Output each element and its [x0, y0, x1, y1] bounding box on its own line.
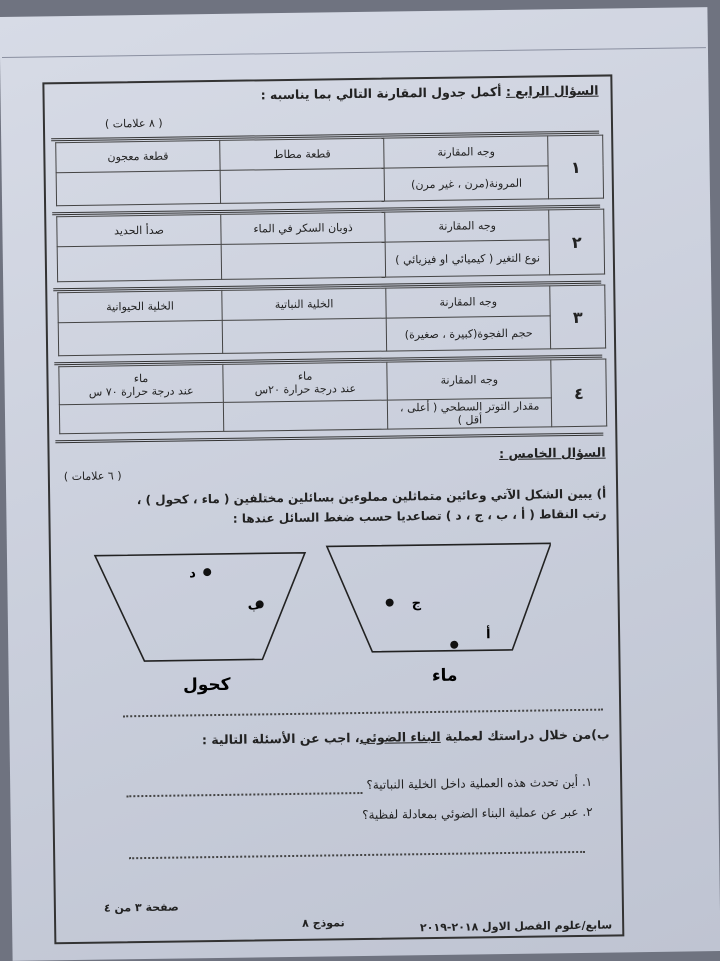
point-a-dot — [450, 641, 458, 649]
item-2: قطعة معجون — [56, 140, 221, 172]
point-a-label: أ — [486, 627, 491, 643]
item-2-substance: ماء — [133, 371, 149, 385]
water-vessel — [327, 543, 552, 652]
row-number: ٢ — [549, 209, 605, 275]
q5b-question-1 — [292, 775, 592, 793]
alcohol-label: كحول — [182, 674, 231, 696]
row-number: ٣ — [550, 285, 606, 349]
item-2 — [59, 364, 224, 404]
item-1: قطعة مطاط — [220, 138, 384, 170]
item-2-condition: عند درجة حرارة ٧٠ س — [88, 383, 194, 399]
q5a-letter: أ) — [596, 486, 607, 501]
alcohol-vessel — [95, 553, 306, 662]
answer-cell-2[interactable] — [58, 320, 223, 355]
answer-cell-1[interactable] — [222, 318, 387, 353]
q5b-key-term: البناء الضوئي — [359, 728, 441, 746]
answer-cell-1[interactable] — [223, 400, 387, 431]
exam-paper — [0, 7, 720, 961]
answer-cell-2[interactable] — [59, 402, 224, 433]
q4-instruction: أكمل جدول المقارنة التالي بما يناسبه : — [260, 83, 502, 103]
q5b-text-after: ، اجب عن الأسئلة التالية : — [201, 730, 360, 748]
item-1-substance: ماء — [297, 369, 313, 383]
answer-line-q5b-2[interactable] — [129, 851, 585, 859]
aspect-text: حجم الفجوة(كبيرة ، صغيرة) — [386, 316, 551, 351]
comparison-row-1 — [55, 135, 604, 207]
point-b-label: ب — [247, 598, 261, 614]
q5a-line-2: رتب النقاط ( أ ، ب ، ج ، د ) تصاعديا حسب ضغط السائل عندها : — [232, 506, 607, 526]
q5a-text-1: يبين الشكل الآتي وعائين متماثلين مملوءين بسائلين مختلفين ( ماء ، كحول ) ، — [136, 486, 593, 508]
q5b-question-2 — [293, 805, 593, 823]
row-number: ٤ — [551, 359, 607, 427]
q5-title: السؤال الخامس : — [499, 444, 606, 462]
aspect-header: وجه المقارنة — [387, 360, 552, 400]
aspect-text: نوع التغير ( كيميائي او فيزيائي ) — [385, 240, 550, 277]
model-number: نموذج ٨ — [302, 916, 345, 930]
item-1-condition: عند درجة حرارة ٢٠س — [254, 381, 357, 396]
water-label: ماء — [431, 665, 458, 687]
answer-cell-1[interactable] — [220, 168, 385, 203]
aspect-header: وجه المقارنة — [385, 210, 549, 242]
exam-frame — [42, 74, 624, 944]
point-j-dot — [386, 599, 394, 607]
answer-cell-2[interactable] — [56, 170, 221, 205]
page-number: صفحة ٣ من ٤ — [103, 900, 179, 915]
aspect-header: وجه المقارنة — [386, 286, 550, 318]
answer-line-q5b-1[interactable] — [126, 792, 362, 797]
course-info: سابع/علوم الفصل الاول ٢٠١٨-٢٠١٩ — [419, 918, 613, 935]
row-number: ١ — [548, 135, 604, 199]
answer-cell-1[interactable] — [221, 242, 386, 279]
aspect-text: المرونة(مرن ، غير مرن) — [384, 166, 549, 201]
point-j-label: ج — [411, 596, 422, 612]
answer-line-q5a[interactable] — [123, 709, 603, 718]
point-d-dot — [203, 568, 211, 576]
question-number: ٢. — [582, 804, 593, 819]
q4-title: السؤال الرابع : — [505, 82, 599, 99]
q5a-line-1 — [66, 487, 606, 509]
point-d-label: د — [189, 566, 197, 582]
item-1: ذوبان السكر في الماء — [221, 212, 385, 244]
q5b-prefix: ب) — [591, 726, 610, 742]
aspect-header: وجه المقارنة — [384, 136, 548, 168]
comparison-row-2 — [56, 209, 605, 283]
fold-line — [2, 47, 706, 58]
q5b-line — [69, 727, 609, 750]
item-1: الخلية النباتية — [222, 288, 386, 320]
q4-marks: ( ٨ علامات ) — [104, 116, 163, 131]
question-number: ١. — [581, 774, 593, 789]
item-1 — [223, 362, 388, 402]
comparison-row-3 — [57, 285, 606, 357]
question-text: عبر عن عملية البناء الضوئي بمعادلة لفظية؟ — [362, 804, 579, 823]
comparison-row-4 — [58, 359, 607, 435]
aspect-text: مقدار التوتر السطحي ( أعلى ، أقل ) — [388, 398, 552, 429]
vessels-figure — [81, 537, 553, 704]
question-text: أين تحدث هذه العملية داخل الخلية النباتية؟ — [366, 774, 579, 792]
q5-marks: ( ٦ علامات ) — [63, 469, 122, 484]
q4-header — [261, 83, 599, 103]
q5b-text-before: من خلال دراستك لعملية — [440, 726, 592, 744]
answer-cell-2[interactable] — [57, 244, 222, 281]
section-divider — [55, 433, 603, 444]
item-2: صدأ الحديد — [57, 214, 222, 246]
item-2: الخلية الحيوانية — [58, 290, 223, 322]
